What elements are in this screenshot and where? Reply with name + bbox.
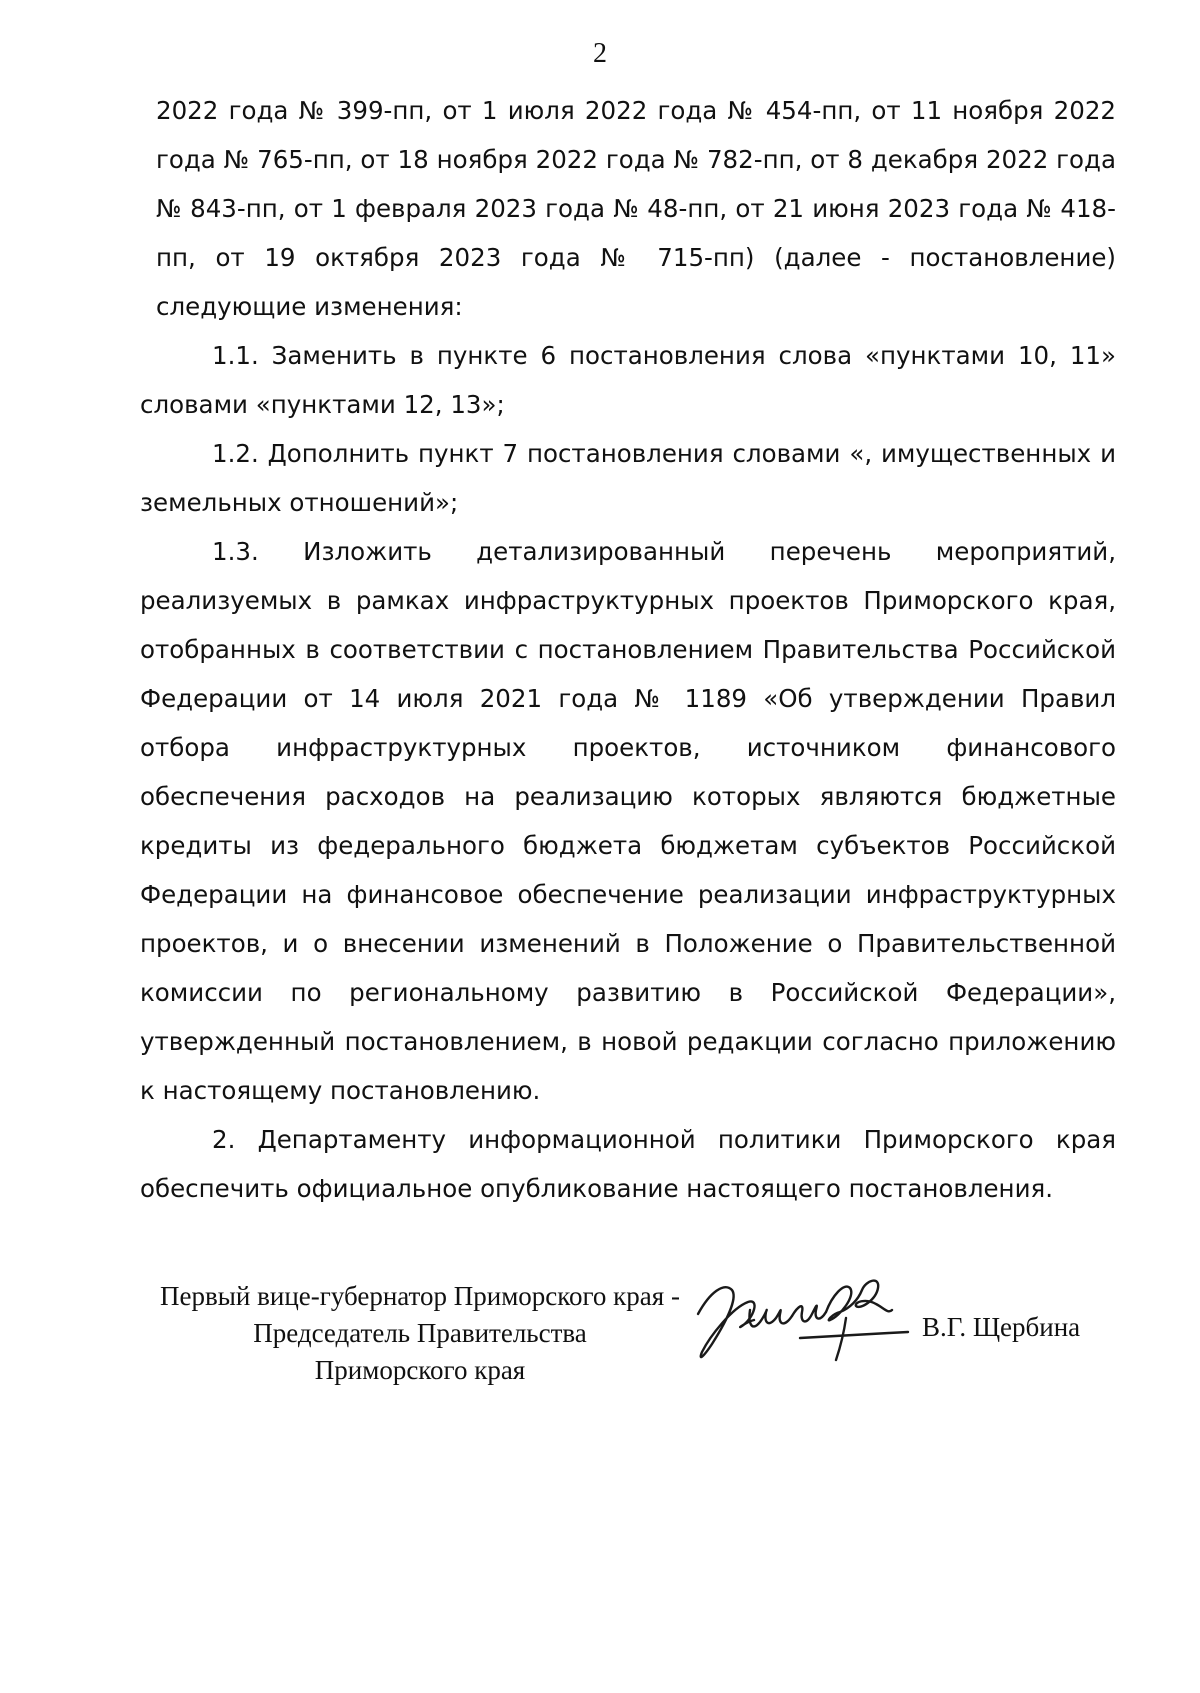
paragraph-item-2: 2. Департаменту информационной политики Приморского края обеспечить официальное опубликование настоящего постановления.	[140, 1125, 1116, 1203]
signer-position-line-1: Первый вице-губернатор Приморского края -	[160, 1281, 680, 1311]
page-number: 2	[593, 38, 607, 69]
paragraph-item-1-1: 1.1. Заменить в пункте 6 постановления слова «пунктами 10, 11» словами «пунктами 12, 13»;	[140, 341, 1116, 419]
signer-name: В.Г. Щербина	[922, 1312, 1081, 1342]
paragraph-item-1-2: 1.2. Дополнить пункт 7 постановления словами «, имущественных и земельных отношений»;	[140, 439, 1116, 517]
signer-position-line-2: Председатель Правительства	[253, 1318, 587, 1348]
handwritten-signature	[680, 1252, 910, 1387]
document-body	[140, 86, 1116, 1213]
paragraph-intro: 2022 года № 399-пп, от 1 июля 2022 года № 454-пп, от 11 ноября 2022 года № 765-пп, от 18 ноября 2022 года № 782-пп, от 8 декабря 2022 года № 843-пп, от 1 февраля 2023 года № 48-пп, от 21 июня 2023 года № 418-пп, от 19 октября 2023 года № 715-пп) (далее - постановление) следующие изменения:	[156, 96, 1116, 321]
signer-position-line-3: Приморского края	[314, 1355, 526, 1385]
paragraph-item-1-3: 1.3. Изложить детализированный перечень мероприятий, реализуемых в рамках инфраструктурных проектов Приморского края, отобранных в соответствии с постановлением Правительства Российской Федерации от 14 июля 2021 года № 1189 «Об утверждении Правил отбора инфраструктурных проектов, источником финансового обеспечения расходов на реализацию которых являются бюджетные кредиты из федерального бюджета бюджетам субъектов Российской Федерации на финансовое обеспечение реализации инфраструктурных проектов, и о внесении изменений в Положение о Правительственной комиссии по региональному развитию в Российской Федерации», утвержденный постановлением, в новой редакции согласно приложению к настоящему постановлению.	[140, 537, 1116, 1105]
signer-position	[140, 1278, 700, 1389]
signature-block	[140, 1278, 1116, 1418]
